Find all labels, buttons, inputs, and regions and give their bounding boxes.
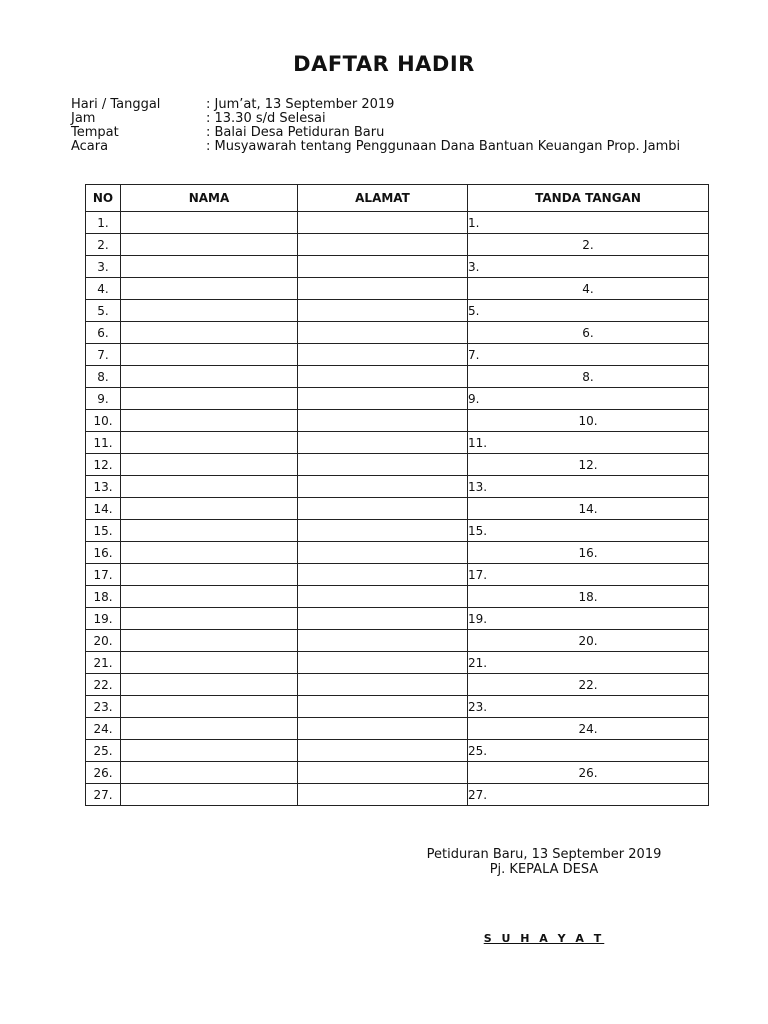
name-cell[interactable] bbox=[121, 432, 298, 454]
address-cell[interactable] bbox=[298, 564, 468, 586]
name-cell[interactable] bbox=[121, 608, 298, 630]
name-cell[interactable] bbox=[121, 652, 298, 674]
signature-cell[interactable]: 19. bbox=[468, 608, 709, 630]
address-cell[interactable] bbox=[298, 696, 468, 718]
name-cell[interactable] bbox=[121, 762, 298, 784]
info-row-day-date bbox=[71, 98, 680, 112]
signature-cell[interactable]: 7. bbox=[468, 344, 709, 366]
name-cell[interactable] bbox=[121, 366, 298, 388]
address-cell[interactable] bbox=[298, 454, 468, 476]
table-row bbox=[86, 630, 709, 652]
name-cell[interactable] bbox=[121, 278, 298, 300]
address-cell[interactable] bbox=[298, 652, 468, 674]
header-no: NO bbox=[86, 185, 121, 212]
table-row bbox=[86, 278, 709, 300]
row-number: 22. bbox=[86, 674, 121, 696]
address-cell[interactable] bbox=[298, 784, 468, 806]
header-alamat: ALAMAT bbox=[298, 185, 468, 212]
address-cell[interactable] bbox=[298, 212, 468, 234]
address-cell[interactable] bbox=[298, 432, 468, 454]
table-row bbox=[86, 740, 709, 762]
row-number: 18. bbox=[86, 586, 121, 608]
table-row bbox=[86, 718, 709, 740]
signoff-place-date: Petiduran Baru, 13 September 2019 bbox=[426, 847, 662, 862]
table-row bbox=[86, 300, 709, 322]
info-value: : Jum’at, 13 September 2019 bbox=[206, 97, 395, 112]
row-number: 19. bbox=[86, 608, 121, 630]
signature-cell[interactable]: 5. bbox=[468, 300, 709, 322]
row-number: 11. bbox=[86, 432, 121, 454]
address-cell[interactable] bbox=[298, 608, 468, 630]
row-number: 5. bbox=[86, 300, 121, 322]
header-nama: NAMA bbox=[121, 185, 298, 212]
address-cell[interactable] bbox=[298, 366, 468, 388]
table-row bbox=[86, 542, 709, 564]
table-row bbox=[86, 344, 709, 366]
name-cell[interactable] bbox=[121, 476, 298, 498]
row-number: 27. bbox=[86, 784, 121, 806]
info-label: Hari / Tanggal bbox=[71, 97, 161, 112]
row-number: 1. bbox=[86, 212, 121, 234]
address-cell[interactable] bbox=[298, 762, 468, 784]
name-cell[interactable] bbox=[121, 388, 298, 410]
table-row bbox=[86, 388, 709, 410]
row-number: 4. bbox=[86, 278, 121, 300]
name-cell[interactable] bbox=[121, 586, 298, 608]
name-cell[interactable] bbox=[121, 784, 298, 806]
event-info bbox=[71, 98, 680, 154]
info-row-place bbox=[71, 126, 680, 140]
row-number: 13. bbox=[86, 476, 121, 498]
row-number: 21. bbox=[86, 652, 121, 674]
signature-cell[interactable]: 18. bbox=[468, 586, 709, 608]
signature-cell[interactable]: 8. bbox=[468, 366, 709, 388]
attendance-table bbox=[85, 184, 709, 806]
row-number: 25. bbox=[86, 740, 121, 762]
table-row bbox=[86, 212, 709, 234]
address-cell[interactable] bbox=[298, 322, 468, 344]
table-row bbox=[86, 256, 709, 278]
name-cell[interactable] bbox=[121, 234, 298, 256]
table-header-row bbox=[86, 185, 709, 212]
address-cell[interactable] bbox=[298, 476, 468, 498]
table-row bbox=[86, 762, 709, 784]
address-cell[interactable] bbox=[298, 278, 468, 300]
header-tanda-tangan: TANDA TANGAN bbox=[468, 185, 709, 212]
address-cell[interactable] bbox=[298, 520, 468, 542]
row-number: 10. bbox=[86, 410, 121, 432]
signature-cell[interactable]: 13. bbox=[468, 476, 709, 498]
name-cell[interactable] bbox=[121, 542, 298, 564]
signature-cell[interactable]: 6. bbox=[468, 322, 709, 344]
table-row bbox=[86, 520, 709, 542]
signature-cell[interactable]: 4. bbox=[468, 278, 709, 300]
row-number: 8. bbox=[86, 366, 121, 388]
signature-cell[interactable]: 16. bbox=[468, 542, 709, 564]
name-cell[interactable] bbox=[121, 344, 298, 366]
name-cell[interactable] bbox=[121, 740, 298, 762]
address-cell[interactable] bbox=[298, 630, 468, 652]
name-cell[interactable] bbox=[121, 520, 298, 542]
row-number: 3. bbox=[86, 256, 121, 278]
row-number: 6. bbox=[86, 322, 121, 344]
info-value: : 13.30 s/d Selesai bbox=[206, 111, 326, 126]
info-label: Tempat bbox=[71, 125, 119, 140]
signature-cell[interactable]: 9. bbox=[468, 388, 709, 410]
row-number: 20. bbox=[86, 630, 121, 652]
signature-cell[interactable]: 20. bbox=[468, 630, 709, 652]
table-row bbox=[86, 586, 709, 608]
name-cell[interactable] bbox=[121, 498, 298, 520]
table-row bbox=[86, 652, 709, 674]
row-number: 7. bbox=[86, 344, 121, 366]
signature-cell[interactable]: 24. bbox=[468, 718, 709, 740]
info-row-agenda bbox=[71, 140, 680, 154]
info-row-time bbox=[71, 112, 680, 126]
name-cell[interactable] bbox=[121, 718, 298, 740]
signature-cell[interactable]: 3. bbox=[468, 256, 709, 278]
name-cell[interactable] bbox=[121, 696, 298, 718]
address-cell[interactable] bbox=[298, 718, 468, 740]
row-number: 15. bbox=[86, 520, 121, 542]
info-label: Acara bbox=[71, 139, 109, 154]
row-number: 12. bbox=[86, 454, 121, 476]
name-cell[interactable] bbox=[121, 630, 298, 652]
signature-cell[interactable]: 25. bbox=[468, 740, 709, 762]
signature-cell[interactable]: 27. bbox=[468, 784, 709, 806]
address-cell[interactable] bbox=[298, 388, 468, 410]
signature-cell[interactable]: 11. bbox=[468, 432, 709, 454]
signature-cell[interactable]: 14. bbox=[468, 498, 709, 520]
row-number: 23. bbox=[86, 696, 121, 718]
row-number: 17. bbox=[86, 564, 121, 586]
row-number: 24. bbox=[86, 718, 121, 740]
address-cell[interactable] bbox=[298, 498, 468, 520]
row-number: 2. bbox=[86, 234, 121, 256]
address-cell[interactable] bbox=[298, 542, 468, 564]
table-body bbox=[86, 212, 709, 806]
table-row bbox=[86, 432, 709, 454]
name-cell[interactable] bbox=[121, 212, 298, 234]
signature-cell[interactable]: 17. bbox=[468, 564, 709, 586]
signature-cell[interactable]: 26. bbox=[468, 762, 709, 784]
table-row bbox=[86, 476, 709, 498]
signature-cell[interactable]: 2. bbox=[468, 234, 709, 256]
row-number: 16. bbox=[86, 542, 121, 564]
address-cell[interactable] bbox=[298, 300, 468, 322]
signature-cell[interactable]: 21. bbox=[468, 652, 709, 674]
table-row bbox=[86, 696, 709, 718]
table-row bbox=[86, 498, 709, 520]
name-cell[interactable] bbox=[121, 674, 298, 696]
table-row bbox=[86, 410, 709, 432]
info-label: Jam bbox=[71, 111, 96, 126]
signature-cell[interactable]: 10. bbox=[468, 410, 709, 432]
name-cell[interactable] bbox=[121, 300, 298, 322]
address-cell[interactable] bbox=[298, 586, 468, 608]
table-row bbox=[86, 608, 709, 630]
table-row bbox=[86, 454, 709, 476]
address-cell[interactable] bbox=[298, 674, 468, 696]
signature-cell[interactable]: 15. bbox=[468, 520, 709, 542]
signature-cell[interactable]: 12. bbox=[468, 454, 709, 476]
name-cell[interactable] bbox=[121, 410, 298, 432]
table-row bbox=[86, 234, 709, 256]
row-number: 26. bbox=[86, 762, 121, 784]
table-row bbox=[86, 674, 709, 696]
address-cell[interactable] bbox=[298, 740, 468, 762]
address-cell[interactable] bbox=[298, 234, 468, 256]
address-cell[interactable] bbox=[298, 410, 468, 432]
address-cell[interactable] bbox=[298, 344, 468, 366]
info-value: : Balai Desa Petiduran Baru bbox=[206, 125, 385, 140]
signature-cell[interactable]: 23. bbox=[468, 696, 709, 718]
row-number: 9. bbox=[86, 388, 121, 410]
info-value: : Musyawarah tentang Penggunaan Dana Bantuan Keuangan Prop. Jambi bbox=[206, 139, 681, 154]
signer-name: S U H A Y A T bbox=[483, 932, 605, 945]
signature-cell[interactable]: 22. bbox=[468, 674, 709, 696]
name-cell[interactable] bbox=[121, 564, 298, 586]
address-cell[interactable] bbox=[298, 256, 468, 278]
row-number: 14. bbox=[86, 498, 121, 520]
table-row bbox=[86, 322, 709, 344]
table-row bbox=[86, 784, 709, 806]
document-title: DAFTAR HADIR bbox=[293, 52, 475, 76]
table-row bbox=[86, 564, 709, 586]
name-cell[interactable] bbox=[121, 256, 298, 278]
signoff-position: Pj. KEPALA DESA bbox=[489, 862, 599, 877]
name-cell[interactable] bbox=[121, 322, 298, 344]
table-row bbox=[86, 366, 709, 388]
name-cell[interactable] bbox=[121, 454, 298, 476]
signature-cell[interactable]: 1. bbox=[468, 212, 709, 234]
